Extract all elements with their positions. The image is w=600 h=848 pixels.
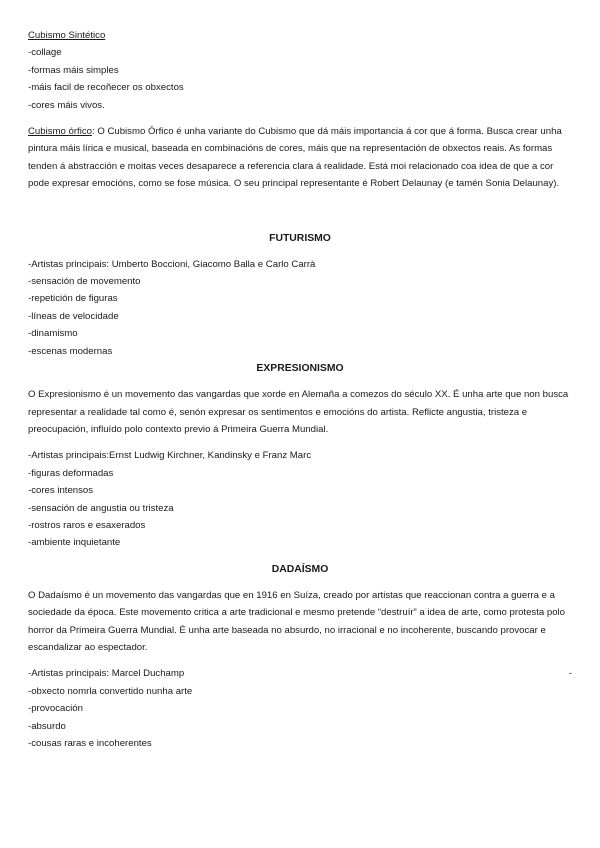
list-item: -Artistas principais: Umberto Boccioni, Giacomo Balla e Carlo Carrà	[28, 258, 316, 270]
list-item: -cores máis vivos.	[28, 99, 105, 111]
dadaismo-trailing-dash: -	[568, 668, 572, 680]
document-page	[28, 27, 572, 752]
list-item: -formas máis simples	[28, 64, 119, 76]
list-item: -collage	[28, 47, 62, 59]
list-item: -figuras deformadas	[28, 467, 114, 479]
dadaismo-first-item: -Artistas principais: Marcel Duchamp	[28, 668, 185, 680]
futurismo-heading: FUTURISMO	[269, 232, 331, 244]
list-item: -sensación de movemento	[28, 276, 141, 288]
dadaismo-paragraph: O Dadaísmo é un movemento das vangardas que en 1916 en Suíza, creado por artistas que reaccionan contra a guerra e a sociedade da época. Este movemento critica a arte tradicional e mesmo pretende “destruír” a idea de arte, como protesta polo horror da Primeira Guerra Mundial. É unha arte baseada no absurdo, no irracional e no incoherente, buscando provocar e escandalizar ao espectador.	[28, 589, 566, 653]
list-item: -obxecto nomrla convertido nunha arte	[28, 685, 193, 697]
list-item: -sensación de angustia ou tristeza	[28, 502, 174, 514]
list-item: -Artistas principais:Ernst Ludwig Kirchner, Kandinsky e Franz Marc	[28, 450, 312, 462]
list-item: -rostros raros e esaxerados	[28, 519, 146, 531]
list-item	[28, 665, 572, 682]
list-item: -dinamismo	[28, 328, 78, 340]
cubismo-sintetico-heading: Cubismo Sintético	[28, 30, 106, 41]
list-item: -máis facil de recoñecer os obxectos	[28, 82, 184, 94]
expresionismo-heading: EXPRESIONISMO	[256, 363, 344, 375]
list-item: -escenas modernas	[28, 345, 113, 357]
list-item: -repetición de figuras	[28, 293, 118, 305]
cubismo-orfico-paragraph	[28, 123, 572, 193]
cubismo-orfico-text: : O Cubismo Órfico é unha variante do Cubismo que dá máis importancia á cor que á forma. Busca crear unha pintura máis lírica e musical, baseada en combinacións de cores, máis que na representación de obxectos reais. As formas tenden á abstracción e moitas veces desaparece a referencia clara á realidade. Está moi relacionado coa idea de que a cor pode expresar emocións, como se fose música. O seu principal representante é Robert Delaunay (e tamén Sonia Delaunay).	[28, 126, 562, 190]
list-item: -líneas de velocidade	[28, 310, 119, 322]
list-item: -ambiente inquietante	[28, 537, 121, 549]
expresionismo-paragraph: O Expresionismo é un movemento das vangardas que xorde en Alemaña a comezos do século XX. É unha arte que non busca representar a realidade tal como é, senón expresar os sentimentos e emocións do artista. Reflicte angustia, tristeza e preocupación, influído polo contexto previo á Primeira Guerra Mundial.	[28, 389, 569, 435]
cubismo-orfico-heading: Cubismo órfico	[28, 126, 92, 138]
list-item: -cousas raras e incoherentes	[28, 738, 152, 749]
list-item: -absurdo	[28, 720, 66, 732]
list-item: -cores intensos	[28, 485, 94, 497]
dadaismo-heading: DADAÍSMO	[271, 563, 329, 575]
list-item: -provocación	[28, 703, 83, 715]
